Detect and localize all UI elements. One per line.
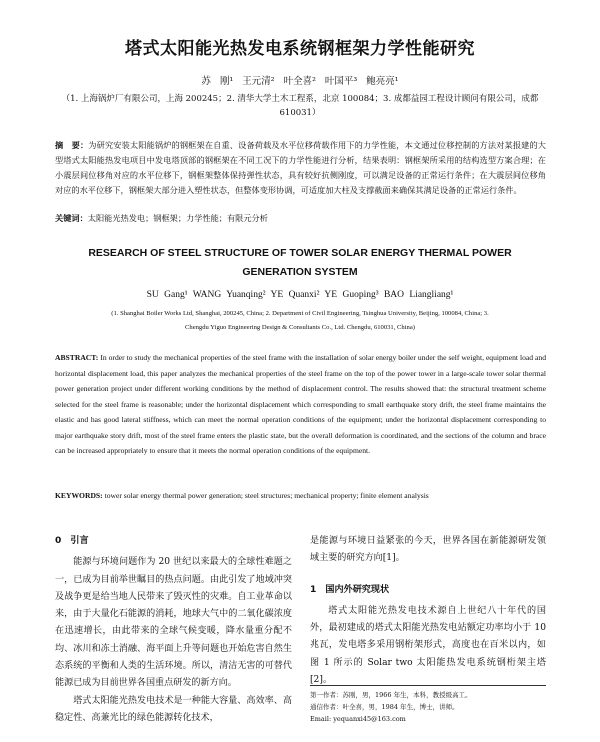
english-keywords-text: tower solar energy thermal power generation; steel structures; mechanical property; finite element analysis (104, 491, 429, 500)
chinese-abstract-label: 摘 要： (55, 140, 89, 150)
english-abstract-text: In order to study the mechanical properties of the steel frame with the installation of solar energy boiler under the self weight, equipment load and horizontal displacement load, this paper analyzes the mechanical properties of the steel frame on the top of the power tower in a large-scale tower solar thermal power generation project under different working conditions by the method of displacement control. The results showed that: the structural treatment scheme selected for the steel frame is reasonable; under the horizontal displacement which corresponding to small earthquake story drift, the steel frame maintains the elastic and has good lateral stiffness, which can meet the normal operation conditions of the equipment; under the horizontal displacement corresponding to major earthquake story drift, most of the steel frame enters the plastic state, but the overall deformation is coordinated, and the sections of the column and brace can be increased appropriately to ensure that it meets the normal operation conditions of the equipment. (55, 353, 546, 455)
footnote-corresponding-author: 通信作者：叶全喜，男，1984 年生，博士，讲师。 (310, 703, 459, 711)
chinese-affiliations: （1. 上海锅炉厂有限公司，上海 200245；2. 清华大学土木工程系，北京 100084；3. 成都益园工程设计顾问有限公司，成都 610031） (61, 94, 539, 118)
body-paragraph: 能源与环境问题作为 20 世纪以来最大的全球性难题之一，已成为目前举世瞩目的热点问题。由此引发了地域冲突及战争更是给当地人民带来了毁灭性的灾难。自工业革命以来，由于大量化石能源的消耗，地球大气中的二氧化碳浓度在迅速增长，由此带来的全球气候变暖，降水量重分配不均、冰川和冻土消融、海平面上升等问题也开始危害自然生态系统的平衡和人类的生活环境。所以，清洁无害的可替代能源已成为目前世界各国重点研发的新方向。 (55, 557, 292, 689)
footnote-first-author: 第一作者：苏刚，男，1966 年生，本科，教授级高工。 (310, 691, 472, 699)
chinese-keywords-text: 太阳能光热发电；钢框架；力学性能；有限元分析 (87, 213, 268, 223)
footnote-email: Email: yequanxi45@163.com (310, 715, 406, 723)
section-0-heading: 0 引言 (55, 536, 89, 546)
chinese-keywords-label: 关键词： (55, 213, 88, 223)
english-affiliations-line2: Chengdu Yiguo Engineering Design & Consultants Co., Ltd. Chengdu, 610031, China) (185, 324, 415, 331)
chinese-abstract-text: 为研究安装太阳能锅炉的钢框架在自重、设备荷载及水平位移荷载作用下的力学性能，本文通过位移控制的方法对某报建的大型塔式太阳能热发电项目中发电塔顶部的钢框架在不同工况下的力学性能进行分析，结果表明：钢框架所采用的结构选型方案合理；在小震层间位移角对应的水平位移下，钢框架整体保持弹性状态，具有较好抗侧刚度，可以满足设备的正常运行条件；在大震层间位移角对应的水平位移下，钢框架大部分进入塑性状态，但整体变形协调，可适度加大柱及支撑截面来确保其满足设备的正常运行条件。 (55, 140, 546, 195)
body-paragraph: 是能源与环境日益紧张的今天，世界各国在新能源研发领域主要的研究方向[1]。 (310, 536, 546, 564)
english-abstract (55, 350, 546, 459)
english-authors: SU Gang¹ WANG Yuanqing² YE Quanxi² YE Guoping³ BAO Liangliang¹ (146, 290, 454, 300)
body-paragraph: 塔式太阳能光热发电技术源自上世纪八十年代的国外，最初建成的塔式太阳能光热发电站额定功率均小于 10 兆瓦，发电塔多采用钢桁架形式，高度也在百米以内，如图 1 所示的 Solar two 太阳能热发电系统钢桁架主塔[2]。 (310, 605, 546, 686)
english-abstract-label: ABSTRACT: (55, 353, 99, 362)
english-title: RESEARCH OF STEEL STRUCTURE OF TOWER SOLAR ENERGY THERMAL POWER GENERATION SYSTEM (88, 247, 512, 278)
chinese-abstract (55, 138, 546, 198)
english-keywords (55, 488, 546, 504)
chinese-title: 塔式太阳能光热发电系统钢框架力学性能研究 (125, 39, 475, 59)
body-right-column (310, 533, 546, 689)
footnote (310, 685, 546, 725)
english-affiliations-line1: (1. Shanghai Boiler Works Ltd, Shanghai, 200245, China; 2. Department of Civil Engineering, Tsinghua University, Beijing, 100084, China; 3. (111, 310, 489, 317)
english-affiliations (45, 307, 555, 335)
english-keywords-label: KEYWORDS: (55, 491, 103, 500)
chinese-keywords (55, 213, 546, 224)
body-left-column (55, 533, 292, 727)
section-1-heading: 1 国内外研究现状 (310, 584, 390, 595)
body-paragraph: 塔式太阳能光热发电技术是一种能大容量、高效率、高稳定性、高兼光比的绿色能源转化技术， (55, 695, 292, 723)
chinese-authors: 苏 刚¹ 王元清² 叶全喜² 叶国平³ 鲍亮亮¹ (201, 76, 399, 87)
